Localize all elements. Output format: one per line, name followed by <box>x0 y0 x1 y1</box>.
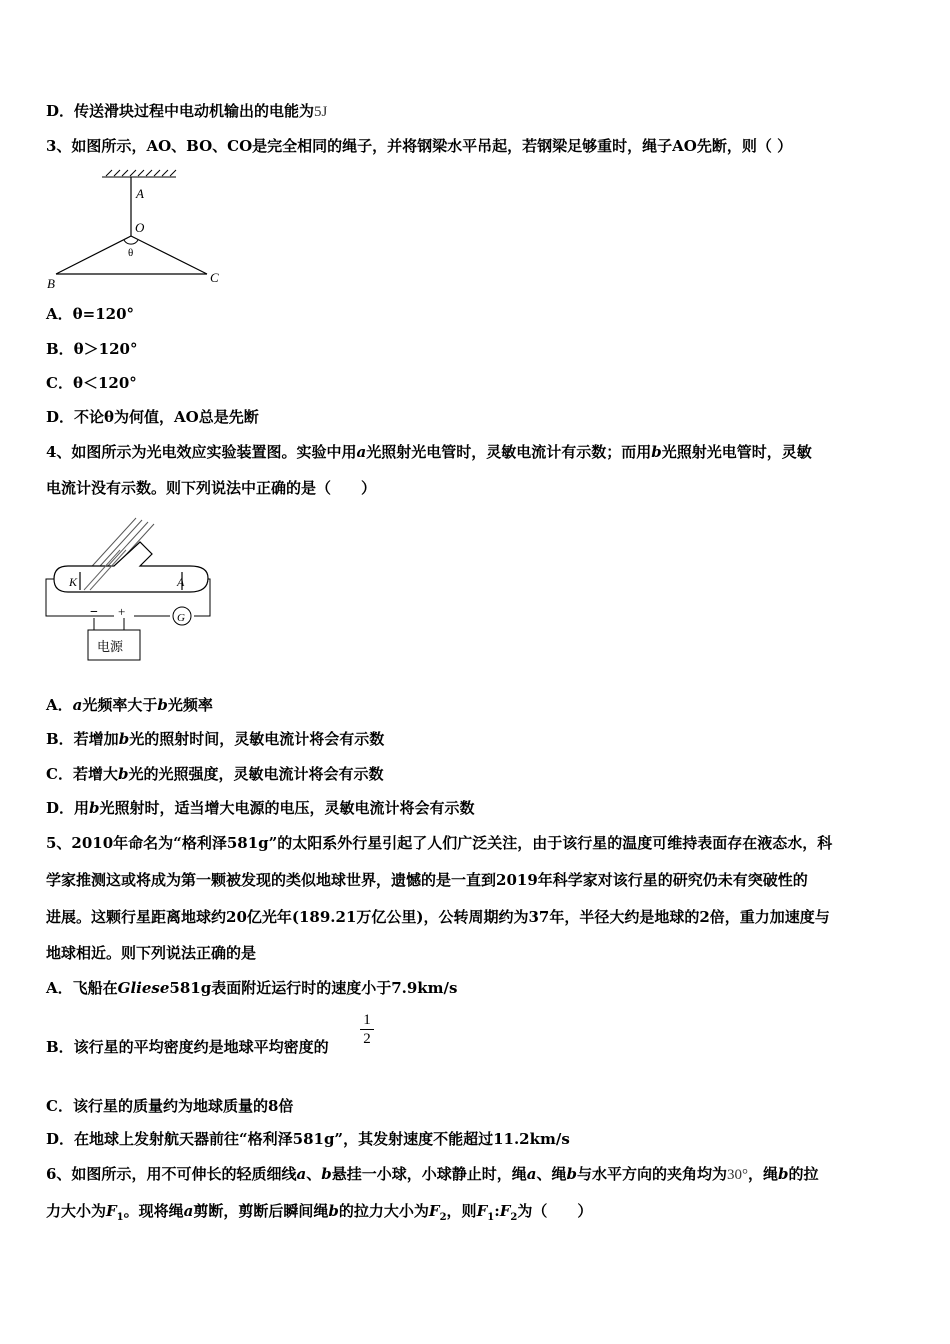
fraction-one-half <box>360 1012 374 1047</box>
q4-opt-text: 光的光照强度，灵敏电流计将会有示数 <box>128 765 384 783</box>
q5-stem-line2: 学家推测这或将成为第一颗被发现的类似地球世界，遗憾的是一直到2019年科学家对该行星的研究仍未有突破性的 <box>46 871 808 889</box>
q6-text: 为（ ） <box>517 1202 593 1220</box>
force-f2: F <box>499 1202 511 1220</box>
q4-opt-text: 光的照射时间，灵敏电流计将会有示数 <box>129 730 385 748</box>
q4-stem-text: 光照射光电管时，灵敏电流计有示数；而用 <box>366 443 652 461</box>
var-b: b <box>89 799 100 817</box>
q3-option-a: A．θ=120° <box>46 305 135 323</box>
label-o: O <box>135 220 145 235</box>
force-f1: F <box>106 1202 117 1220</box>
q3-option-c: C．θ＜120° <box>46 374 137 392</box>
q6-text: 的拉力大小为 <box>338 1202 429 1220</box>
ratio-colon: : <box>494 1202 500 1220</box>
force-f2: F <box>428 1202 440 1220</box>
q4-option-c <box>46 764 383 784</box>
q5-opt-text: A．飞船在 <box>46 979 118 997</box>
q5-opt-text: 581g表面附近运行时的速度小于7.9km/s <box>169 979 458 997</box>
var-b: b <box>778 1165 789 1183</box>
rope-oc <box>131 236 207 274</box>
q4-stem-text: 光照射光电管时，灵敏 <box>661 443 812 461</box>
var-b: b <box>118 730 130 748</box>
subscript-1: 1 <box>116 1212 124 1223</box>
var-a: a <box>356 443 367 461</box>
var-b: b <box>321 1165 332 1183</box>
var-b: b <box>566 1165 577 1183</box>
q4-opt-text: A． <box>46 696 73 714</box>
q6-text: 与水平方向的夹角均为 <box>576 1165 727 1183</box>
phototube <box>54 542 208 592</box>
q4-stem-text: 4、如图所示为光电效应实验装置图。实验中用 <box>46 443 357 461</box>
var-b: b <box>117 765 129 783</box>
power-source-label: 电源 <box>97 639 124 654</box>
var-a: a <box>72 696 83 714</box>
galvanometer-label: G <box>177 612 185 624</box>
q6-text: 6、如图所示，用不可伸长的轻质细线 <box>46 1165 297 1183</box>
rope-ob <box>56 236 134 274</box>
q4-stem-line1 <box>46 442 812 462</box>
ceiling-hatch <box>102 170 176 177</box>
label-c: C <box>210 270 219 285</box>
q6-text: 。现将绳 <box>123 1202 184 1220</box>
q4-figure <box>40 510 215 665</box>
angle-value: 30° <box>726 1167 748 1183</box>
label-b: B <box>47 276 55 291</box>
q4-stem-line2: 电流计没有示数。则下列说法中正确的是（ ） <box>46 479 377 497</box>
source-wires-2 <box>120 618 124 630</box>
q4-opt-text: 光频率大于 <box>82 696 158 714</box>
q3-figure <box>44 164 234 294</box>
label-anode: A <box>177 575 185 589</box>
label-a: A <box>136 186 144 201</box>
q6-text: 、绳 <box>536 1165 567 1183</box>
q6-stem-line1 <box>46 1164 819 1185</box>
q6-text: ，则 <box>446 1202 477 1220</box>
q5-option-c: C．该行星的质量约为地球质量的8倍 <box>46 1097 294 1115</box>
q4-opt-text: B．若增加 <box>46 730 119 748</box>
q4-opt-text: 光照射时，适当增大电源的电压，灵敏电流计将会有示数 <box>99 799 475 817</box>
q6-text: ，绳 <box>747 1165 778 1183</box>
fraction-bar <box>360 1029 374 1030</box>
label-k: K <box>69 575 78 589</box>
force-f1: F <box>476 1202 488 1220</box>
q3-option-d: D．不论θ为何值，AO总是先断 <box>46 408 259 426</box>
minus-sign: − <box>90 605 98 620</box>
q3-option-b: B．θ＞120° <box>46 340 138 358</box>
q6-text: 剪断，剪断后瞬间绳 <box>193 1202 329 1220</box>
subscript-1: 1 <box>487 1212 495 1223</box>
q6-text: 、 <box>306 1165 322 1183</box>
q5-option-a <box>46 978 457 998</box>
var-a: a <box>183 1202 194 1220</box>
q5-stem-line1: 5、2010年命名为“格利泽581g”的太阳系外行星引起了人们广泛关注，由于该行星的温度可维持表面存在液态水，科 <box>46 834 833 852</box>
q5-stem-line3: 进展。这颗行星距离地球约20亿光年(189.21万亿公里)，公转周期约为37年，半径大约是地球的2倍，重力加速度与 <box>46 908 830 926</box>
label-theta: θ <box>128 247 134 259</box>
gliese-name: Gliese <box>117 979 170 997</box>
subscript-2: 2 <box>510 1212 518 1223</box>
var-a: a <box>296 1165 307 1183</box>
fraction-numerator: 1 <box>363 1012 371 1028</box>
var-b: b <box>157 696 168 714</box>
q6-text: 力大小为 <box>46 1202 107 1220</box>
plus-sign: + <box>118 604 126 619</box>
q6-text: 悬挂一小球，小球静止时，绳 <box>331 1165 527 1183</box>
q2-option-d <box>46 101 327 122</box>
q5-stem-line4: 地球相近。则下列说法正确的是 <box>46 944 257 962</box>
q4-opt-text: C．若增大 <box>46 765 118 783</box>
q4-opt-text: 光频率 <box>167 696 213 714</box>
subscript-2: 2 <box>439 1212 447 1223</box>
q2-option-d-value: 5J <box>314 104 328 120</box>
q5-option-d: D．在地球上发射航天器前往“格利泽581g”，其发射速度不能超过11.2km/s <box>46 1130 570 1148</box>
var-b: b <box>328 1202 339 1220</box>
var-a: a <box>526 1165 537 1183</box>
q2-option-d-text: D．传送滑块过程中电动机输出的电能为 <box>46 102 315 120</box>
q6-stem-line2 <box>46 1201 592 1228</box>
q6-text: 的拉 <box>788 1165 819 1183</box>
q4-option-a <box>46 695 213 715</box>
q5-option-b: B．该行星的平均密度约是地球平均密度的 <box>46 1038 329 1056</box>
q3-stem: 3、如图所示，AO、BO、CO是完全相同的绳子，并将钢梁水平吊起，若钢梁足够重时，绳子AO先断，则（ ） <box>46 137 793 155</box>
theta-arc <box>124 240 138 244</box>
fraction-denominator: 2 <box>363 1031 371 1047</box>
q4-option-d <box>46 798 475 818</box>
var-b: b <box>651 443 662 461</box>
q4-opt-text: D．用 <box>46 799 90 817</box>
q4-option-b <box>46 729 384 749</box>
